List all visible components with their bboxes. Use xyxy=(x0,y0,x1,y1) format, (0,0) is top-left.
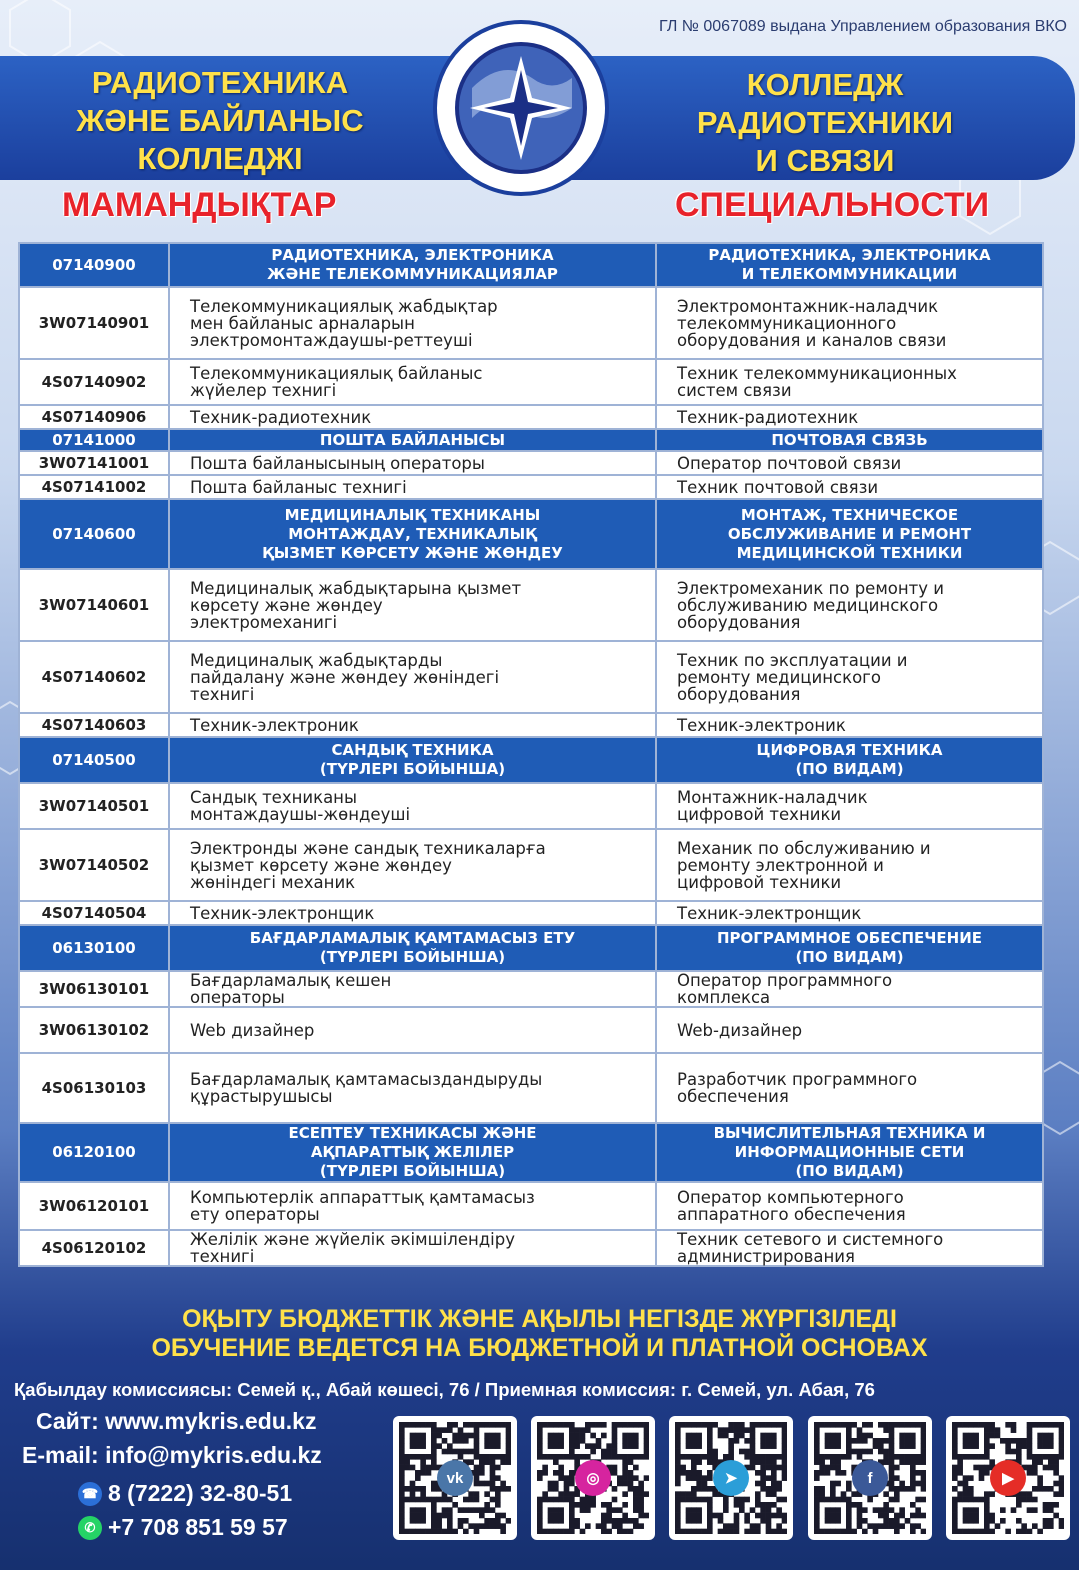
group-code: 06130100 xyxy=(19,925,169,971)
group-name-kz: МЕДИЦИНАЛЫҚ ТЕХНИКАНЫ МОНТАЖДАУ, ТЕХНИКАЛЫҚ ҚЫЗМЕТ КӨРСЕТУ ЖӘНЕ ЖӨНДЕУ xyxy=(169,499,656,569)
qr-code-telegram[interactable] xyxy=(669,1416,793,1540)
qualification-code: 4S07140902 xyxy=(19,359,169,405)
qualification-name-ru: Разработчик программного обеспечения xyxy=(656,1053,1043,1123)
qualification-code: 3W07140501 xyxy=(19,783,169,829)
specialty-group-row xyxy=(19,243,1043,287)
qualification-code: 4S06130103 xyxy=(19,1053,169,1123)
qualification-name-ru: Техник-электроник xyxy=(656,713,1043,737)
qualification-code: 4S07140906 xyxy=(19,405,169,429)
qualification-name-kz: Web дизайнер xyxy=(169,1007,656,1053)
qualification-name-ru: Техник телекоммуникационных систем связи xyxy=(656,359,1043,405)
qualification-name-ru: Оператор программного комплекса xyxy=(656,971,1043,1007)
qr-code-facebook[interactable] xyxy=(808,1416,932,1540)
qualification-name-kz: Техник-электронщик xyxy=(169,901,656,925)
qualification-code: 4S07140603 xyxy=(19,713,169,737)
website-link[interactable]: Сайт: www.mykris.edu.kz xyxy=(36,1408,317,1434)
qualification-name-kz: Электронды және сандық техникаларға қызмет көрсету және жөндеу жөніндегі механик xyxy=(169,829,656,901)
qualification-name-ru: Техник сетевого и системного администрирования xyxy=(656,1230,1043,1266)
qualification-row xyxy=(19,641,1043,713)
qualification-name-ru: Электромеханик по ремонту и обслуживанию медицинского оборудования xyxy=(656,569,1043,641)
qualification-row xyxy=(19,405,1043,429)
qualification-code: 3W06130102 xyxy=(19,1007,169,1053)
group-name-kz: БАҒДАРЛАМАЛЫҚ ҚАМТАМАСЫЗ ЕТУ (ТҮРЛЕРІ БОЙЫНША) xyxy=(169,925,656,971)
qualification-name-kz: Техник-электроник xyxy=(169,713,656,737)
qualification-row xyxy=(19,829,1043,901)
specialty-group-row xyxy=(19,925,1043,971)
qualification-name-kz: Бағдарламалық қамтамасыздандыруды құрастырушысы xyxy=(169,1053,656,1123)
qualification-code: 4S07141002 xyxy=(19,475,169,499)
qualification-code: 3W07140502 xyxy=(19,829,169,901)
college-title-ru: КОЛЛЕДЖ РАДИОТЕХНИКИ И СВЯЗИ xyxy=(696,67,954,178)
qualification-row xyxy=(19,1230,1043,1266)
group-name-ru: ЦИФРОВАЯ ТЕХНИКА (ПО ВИДАМ) xyxy=(656,737,1043,783)
whatsapp-icon: ✆ xyxy=(78,1516,102,1540)
qualification-name-ru: Техник-электронщик xyxy=(656,901,1043,925)
qualification-code: 4S07140504 xyxy=(19,901,169,925)
specialty-group-row xyxy=(19,737,1043,783)
group-name-kz: САНДЫҚ ТЕХНИКА (ТҮРЛЕРІ БОЙЫНША) xyxy=(169,737,656,783)
group-code: 07141000 xyxy=(19,429,169,451)
qualification-name-kz: Медициналық жабдықтарына қызмет көрсету және жөндеу электромеханигі xyxy=(169,569,656,641)
group-name-ru: РАДИОТЕХНИКА, ЭЛЕКТРОНИКА И ТЕЛЕКОММУНИКАЦИИ xyxy=(656,243,1043,287)
qualification-name-kz: Телекоммуникациялық жабдықтар мен байланыс арналарын электромонтаждаушы-реттеуші xyxy=(169,287,656,359)
qualification-name-ru: Электромонтажник-наладчик телекоммуникационного оборудования и каналов связи xyxy=(656,287,1043,359)
qualification-name-kz: Бағдарламалық кешен операторы xyxy=(169,971,656,1007)
phone-icon: ☎ xyxy=(78,1482,102,1506)
qualification-name-kz: Техник-радиотехник xyxy=(169,405,656,429)
qualification-row xyxy=(19,359,1043,405)
qualification-name-kz: Желілік және жүйелік әкімшілендіру технигі xyxy=(169,1230,656,1266)
qualification-code: 3W07141001 xyxy=(19,451,169,475)
facebook-icon: f xyxy=(852,1460,888,1496)
qualification-name-kz: Пошта байланыс технигі xyxy=(169,475,656,499)
specialties-table xyxy=(18,242,1044,1267)
qualification-row xyxy=(19,971,1043,1007)
qualification-name-ru: Механик по обслуживанию и ремонту электронной и цифровой техники xyxy=(656,829,1043,901)
qualification-row xyxy=(19,901,1043,925)
qualification-code: 3W07140901 xyxy=(19,287,169,359)
youtube-icon: ▶ xyxy=(990,1460,1026,1496)
group-code: 07140900 xyxy=(19,243,169,287)
qualification-name-ru: Web-дизайнер xyxy=(656,1007,1043,1053)
specialty-group-row xyxy=(19,1123,1043,1182)
qr-code-vk[interactable] xyxy=(393,1416,517,1540)
whatsapp-contact[interactable] xyxy=(78,1514,288,1541)
qualification-row xyxy=(19,1053,1043,1123)
college-logo xyxy=(432,8,610,208)
admission-address: Қабылдау комиссиясы: Семей қ., Абай көшесі, 76 / Приемная комиссия: г. Семей, ул. Абая, 76 xyxy=(14,1379,875,1400)
group-name-ru: ПОЧТОВАЯ СВЯЗЬ xyxy=(656,429,1043,451)
qualification-name-ru: Оператор почтовой связи xyxy=(656,451,1043,475)
college-title-kz: РАДИОТЕХНИКА ЖӘНЕ БАЙЛАНЫС КОЛЛЕДЖІ xyxy=(76,65,364,176)
instagram-icon: ◎ xyxy=(575,1460,611,1496)
qr-code-youtube[interactable] xyxy=(946,1416,1070,1540)
group-name-ru: ВЫЧИСЛИТЕЛЬНАЯ ТЕХНИКА И ИНФОРМАЦИОННЫЕ СЕТИ (ПО ВИДАМ) xyxy=(656,1123,1043,1182)
group-name-kz: РАДИОТЕХНИКА, ЭЛЕКТРОНИКА ЖӘНЕ ТЕЛЕКОММУНИКАЦИЯЛАР xyxy=(169,243,656,287)
qualification-name-kz: Пошта байланысының операторы xyxy=(169,451,656,475)
group-code: 06120100 xyxy=(19,1123,169,1182)
qualification-row xyxy=(19,475,1043,499)
qualification-row xyxy=(19,451,1043,475)
vk-icon: vk xyxy=(437,1460,473,1496)
qualification-row xyxy=(19,713,1043,737)
qualification-row xyxy=(19,569,1043,641)
group-name-ru: ПРОГРАММНОЕ ОБЕСПЕЧЕНИЕ (ПО ВИДАМ) xyxy=(656,925,1043,971)
specialty-group-row xyxy=(19,429,1043,451)
qualification-name-ru: Техник по эксплуатации и ремонту медицинского оборудования xyxy=(656,641,1043,713)
whatsapp-number: +7 708 851 59 57 xyxy=(108,1514,288,1540)
specialties-heading-kz: МАМАНДЫҚТАР xyxy=(62,186,337,224)
qualification-name-kz: Сандық техниканы монтаждаушы-жөндеуші xyxy=(169,783,656,829)
group-name-kz: ЕСЕПТЕУ ТЕХНИКАСЫ ЖӘНЕ АҚПАРАТТЫҚ ЖЕЛІЛЕР (ТҮРЛЕРІ БОЙЫНША) xyxy=(169,1123,656,1182)
qualification-row xyxy=(19,287,1043,359)
qualification-code: 3W06120101 xyxy=(19,1182,169,1230)
qualification-name-ru: Техник-радиотехник xyxy=(656,405,1043,429)
qualification-code: 3W07140601 xyxy=(19,569,169,641)
qualification-name-ru: Техник почтовой связи xyxy=(656,475,1043,499)
qualification-code: 3W06130101 xyxy=(19,971,169,1007)
specialties-heading-ru: СПЕЦИАЛЬНОСТИ xyxy=(675,186,990,224)
email-link[interactable]: E-mail: info@mykris.edu.kz xyxy=(22,1442,322,1468)
phone-contact[interactable] xyxy=(78,1480,292,1507)
qualification-name-kz: Телекоммуникациялық байланыс жүйелер технигі xyxy=(169,359,656,405)
telegram-icon: ➤ xyxy=(713,1460,749,1496)
qualification-name-ru: Монтажник-наладчик цифровой техники xyxy=(656,783,1043,829)
group-name-kz: ПОШТА БАЙЛАНЫСЫ xyxy=(169,429,656,451)
group-name-ru: МОНТАЖ, ТЕХНИЧЕСКОЕ ОБСЛУЖИВАНИЕ И РЕМОНТ МЕДИЦИНСКОЙ ТЕХНИКИ xyxy=(656,499,1043,569)
license-text: ГЛ № 0067089 выдана Управлением образования ВКО xyxy=(659,18,1067,35)
group-code: 07140500 xyxy=(19,737,169,783)
group-code: 07140600 xyxy=(19,499,169,569)
qualification-code: 4S06120102 xyxy=(19,1230,169,1266)
qualification-row xyxy=(19,1182,1043,1230)
phone-number: 8 (7222) 32-80-51 xyxy=(108,1480,293,1506)
qualification-name-kz: Компьютерлік аппараттық қамтамасыз ету операторы xyxy=(169,1182,656,1230)
qualification-row xyxy=(19,783,1043,829)
specialty-group-row xyxy=(19,499,1043,569)
qualification-name-kz: Медициналық жабдықтарды пайдалану және жөндеу жөніндегі технигі xyxy=(169,641,656,713)
qualification-code: 4S07140602 xyxy=(19,641,169,713)
qr-code-instagram[interactable] xyxy=(531,1416,655,1540)
qualification-name-ru: Оператор компьютерного аппаратного обеспечения xyxy=(656,1182,1043,1230)
training-note-kz: ОҚЫТУ БЮДЖЕТТІК ЖӘНЕ АҚЫЛЫ НЕГІЗДЕ ЖҮРГІЗІЛЕДІ xyxy=(182,1305,897,1333)
training-note-ru: ОБУЧЕНИЕ ВЕДЕТСЯ НА БЮДЖЕТНОЙ И ПЛАТНОЙ ОСНОВАХ xyxy=(151,1334,928,1362)
qualification-row xyxy=(19,1007,1043,1053)
